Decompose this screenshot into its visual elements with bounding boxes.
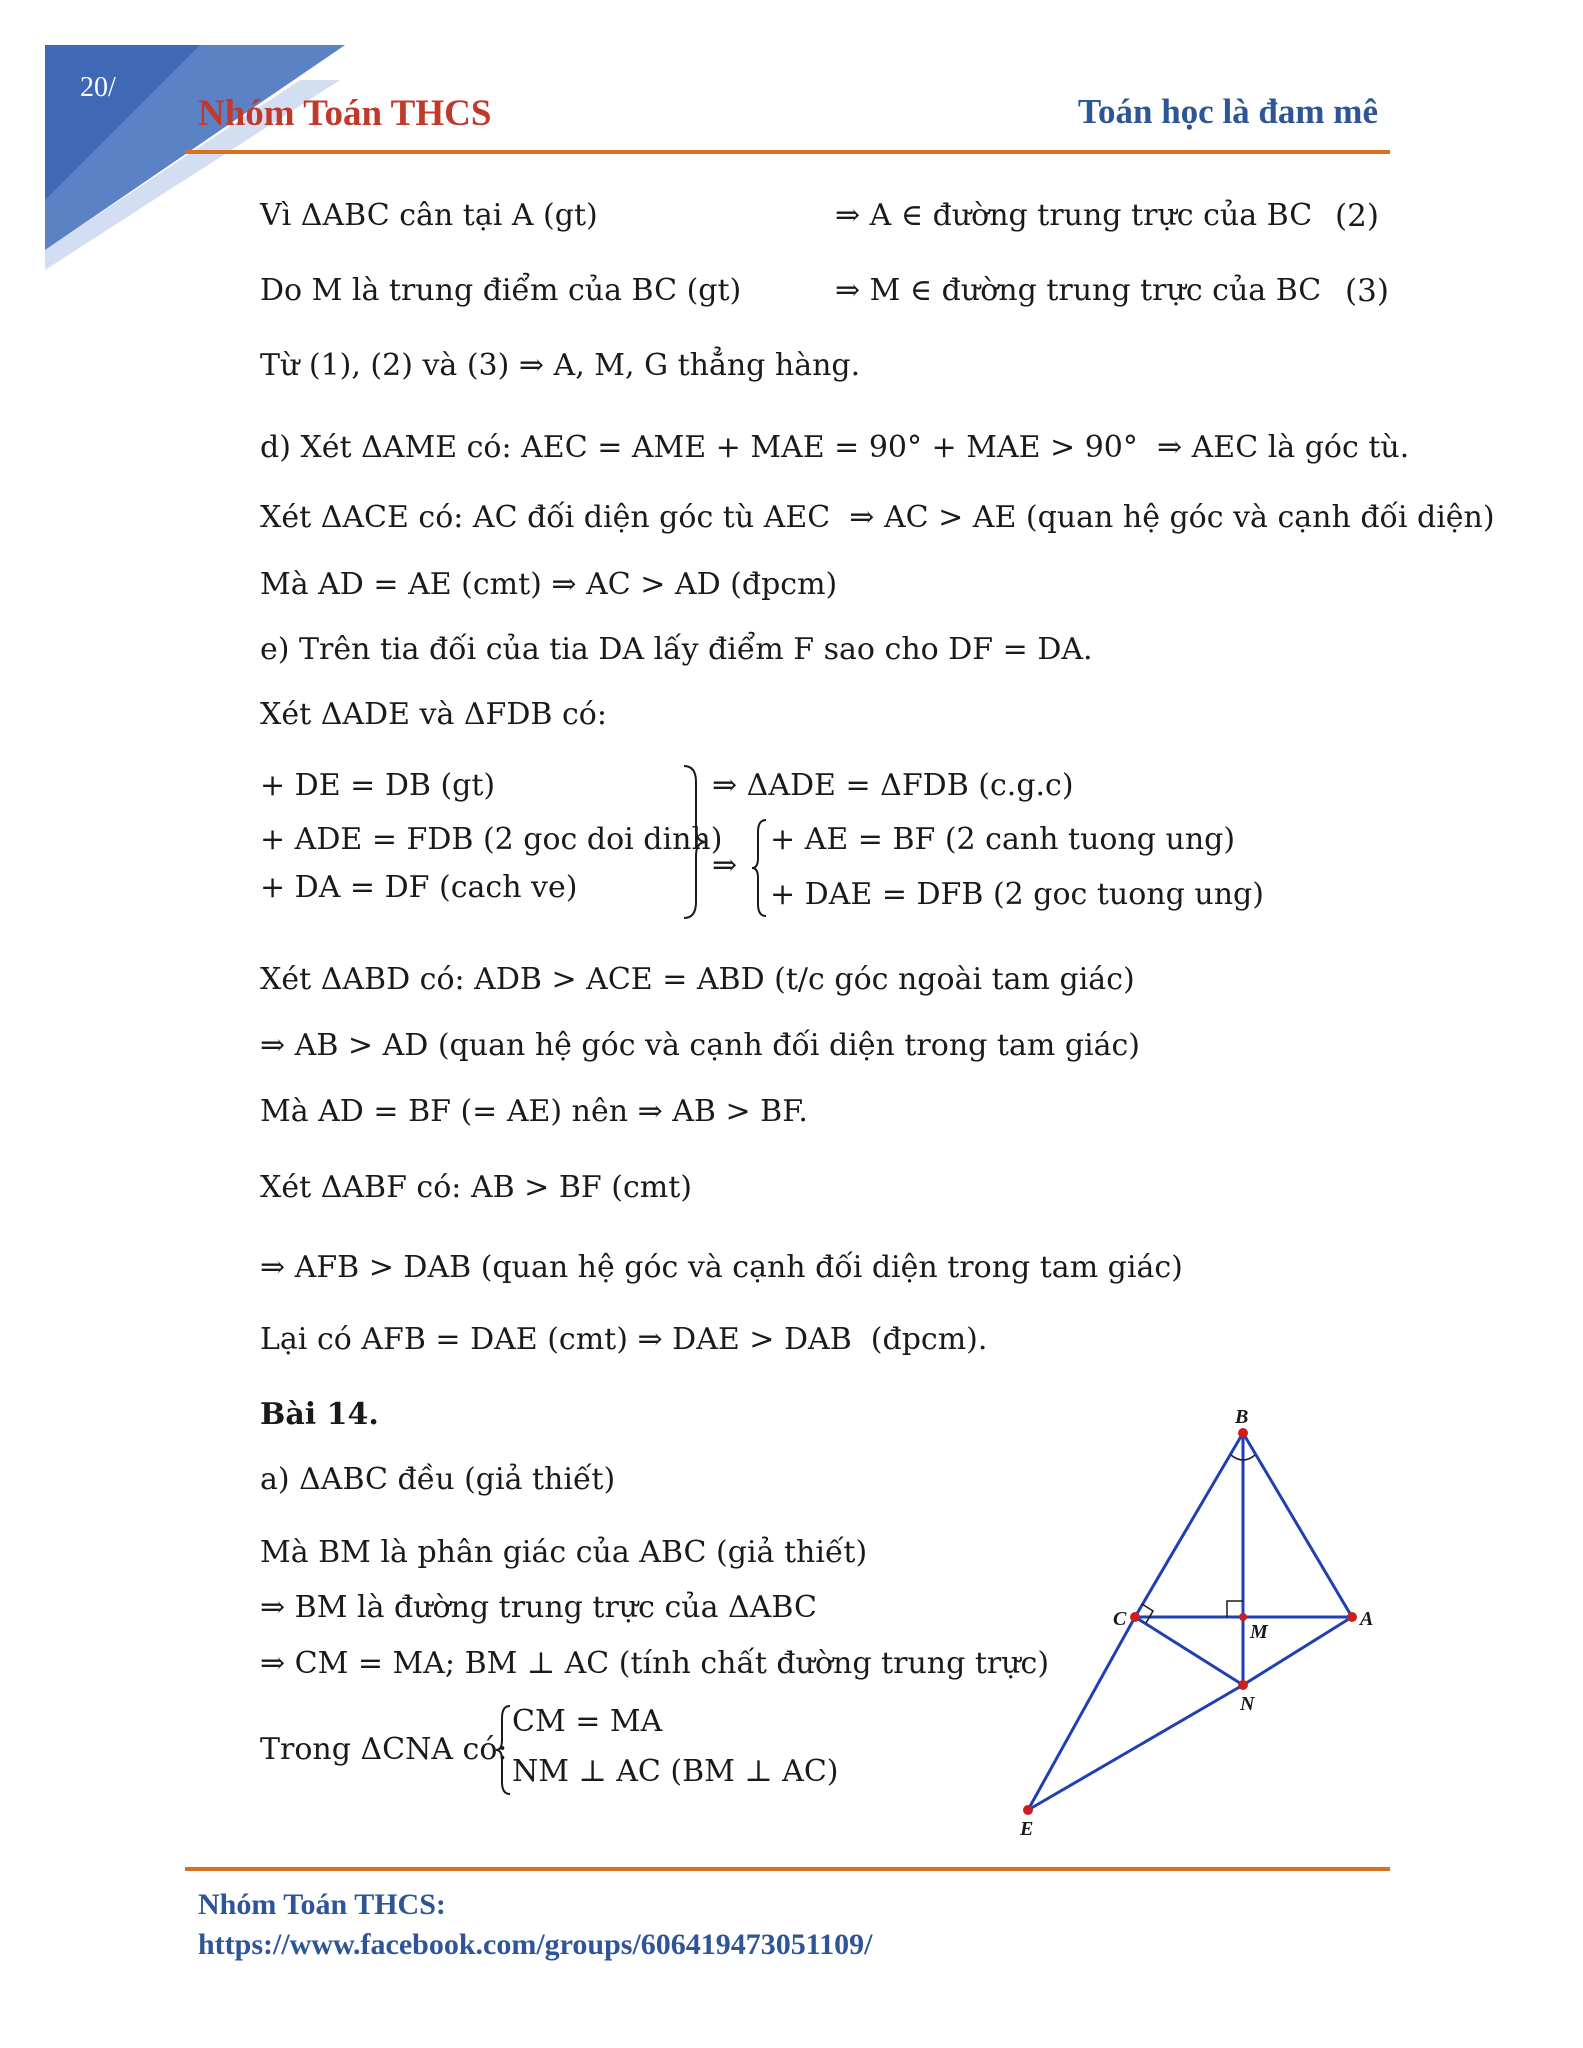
corner-decoration — [0, 0, 520, 320]
line-4: d) Xét ΔAME có: AEC = AME + MAE = 90° + MAE > 90° ⇒ AEC là góc tù. — [260, 430, 1410, 465]
equation-ref-2: (2) — [1335, 198, 1379, 234]
line-15: a) ΔABC đều (giả thiết) — [260, 1462, 616, 1497]
system-cnA-1: CM = MA — [512, 1704, 663, 1739]
equation-ref-3: (3) — [1345, 273, 1389, 309]
line-18: ⇒ CM = MA; BM ⊥ AC (tính chất đường trung trực) — [260, 1646, 1050, 1681]
line-12: Xét ΔABF có: AB > BF (cmt) — [260, 1170, 692, 1205]
line-14: Lại có AFB = DAE (cmt) ⇒ DAE > DAB (đpcm). — [260, 1322, 988, 1357]
header-rule — [185, 150, 1390, 154]
line-19: Trong ΔCNA có: — [260, 1732, 508, 1767]
footer-link[interactable]: https://www.facebook.com/groups/606419473051109/ — [198, 1928, 873, 1961]
line-5: Xét ΔACE có: AC đối diện góc tù AEC ⇒ AC > AE (quan hệ góc và cạnh đối diện) — [260, 500, 1495, 535]
label-C: C — [1113, 1608, 1127, 1630]
label-B: B — [1235, 1406, 1249, 1428]
system-line-1: + DE = DB (gt) — [260, 768, 496, 803]
footer-rule — [185, 1867, 1390, 1871]
motto: Toán học là đam mê — [1077, 92, 1378, 131]
page-number: 20/ — [80, 72, 116, 103]
system-brace — [494, 1702, 514, 1798]
label-N: N — [1240, 1693, 1255, 1715]
line-1-left: Vì ΔABC cân tại A (gt) — [260, 198, 598, 233]
line-16: Mà BM là phân giác của ABC (giả thiết) — [260, 1535, 868, 1570]
line-13: ⇒ AFB > DAB (quan hệ góc và cạnh đối diện trong tam giác) — [260, 1250, 1183, 1285]
line-3: Từ (1), (2) và (3) ⇒ A, M, G thẳng hàng. — [260, 348, 861, 383]
line-11: Mà AD = BF (= AE) nên ⇒ AB > BF. — [260, 1094, 808, 1129]
line-17: ⇒ BM là đường trung trực của ΔABC — [260, 1590, 817, 1625]
label-A: A — [1360, 1608, 1374, 1630]
line-7: e) Trên tia đối của tia DA lấy điểm F sao cho DF = DA. — [260, 632, 1093, 667]
label-M: M — [1250, 1621, 1268, 1643]
exercise-heading: Bài 14. — [260, 1397, 379, 1432]
line-6: Mà AD = AE (cmt) ⇒ AC > AD (đpcm) — [260, 567, 838, 602]
system-cnA-2: NM ⊥ AC (BM ⊥ AC) — [512, 1754, 839, 1789]
label-E: E — [1020, 1818, 1034, 1840]
system-line-2: + ADE = FDB (2 goc doi dinh) — [260, 822, 723, 857]
line-2-right: ⇒ M ∈ đường trung trực của BC — [835, 273, 1322, 308]
line-2-left: Do M là trung điểm của BC (gt) — [260, 273, 742, 308]
result-line-1: ⇒ ΔADE = ΔFDB (c.g.c) — [712, 768, 1074, 803]
result-line-3: + DAE = DFB (2 goc tuong ung) — [770, 877, 1264, 912]
left-brace — [750, 816, 770, 920]
line-1-right: ⇒ A ∈ đường trung trực của BC — [835, 198, 1313, 233]
footer-group: Nhóm Toán THCS: — [198, 1888, 446, 1921]
line-9: Xét ΔABD có: ADB > ACE = ABD (t/c góc ngoài tam giác) — [260, 962, 1135, 997]
system-line-3: + DA = DF (cach ve) — [260, 870, 578, 905]
right-brace — [680, 762, 710, 922]
group-title: Nhóm Toán THCS — [198, 93, 492, 134]
result-line-2: + AE = BF (2 canh tuong ung) — [770, 822, 1236, 857]
line-8: Xét ΔADE và ΔFDB có: — [260, 697, 607, 732]
result-arrow: ⇒ — [712, 848, 738, 883]
geometry-figure — [1010, 1395, 1410, 1845]
line-10: ⇒ AB > AD (quan hệ góc và cạnh đối diện trong tam giác) — [260, 1028, 1141, 1063]
